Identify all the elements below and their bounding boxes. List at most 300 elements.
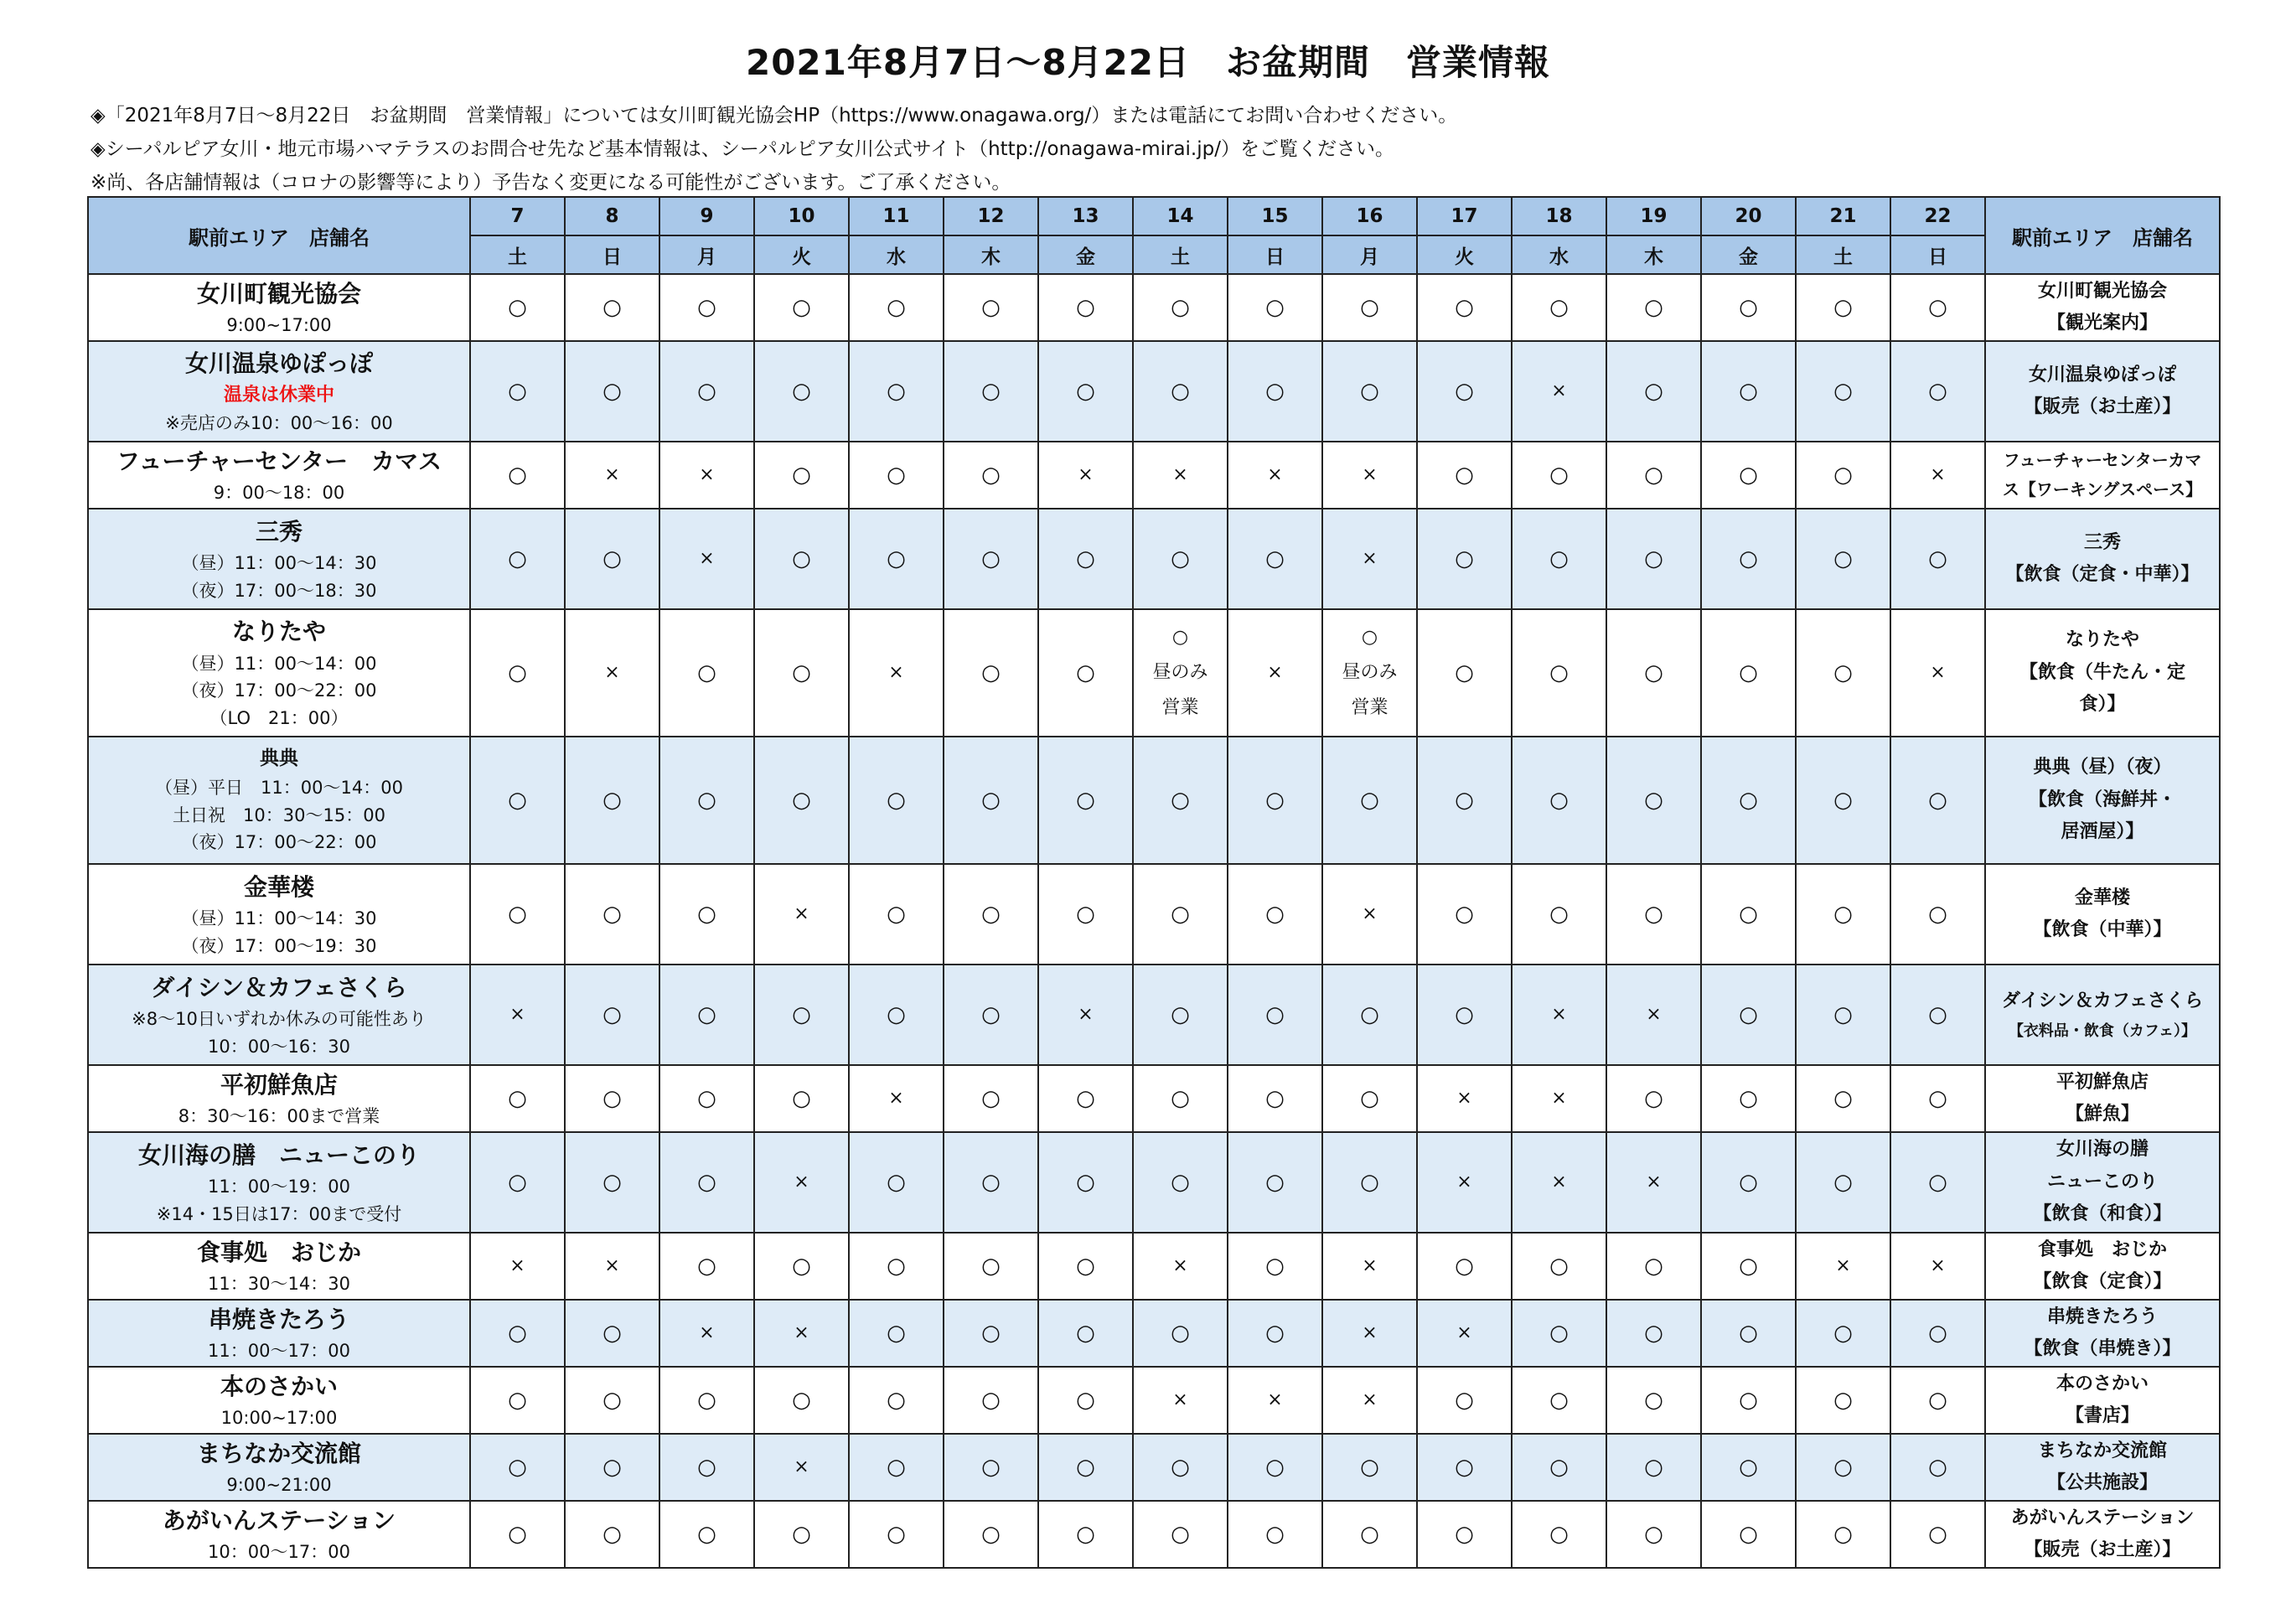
open-mark: ○ (1890, 1367, 1985, 1434)
open-mark: ○ (1133, 864, 1228, 965)
open-mark: ○ (1796, 737, 1890, 864)
day-header: 13 (1038, 197, 1133, 235)
open-mark: ○ (1512, 1233, 1606, 1300)
open-mark: ○ (1038, 1367, 1133, 1434)
store-category-line: 【飲食（中華）】 (2033, 919, 2172, 940)
weekday-header: 月 (659, 235, 754, 274)
closed-mark: × (1512, 1065, 1606, 1132)
closed-mark: × (1038, 442, 1133, 509)
store-category-line: 【鮮魚】 (2065, 1104, 2139, 1125)
open-mark: ○ (1796, 1434, 1890, 1501)
closed-mark: × (1133, 1367, 1228, 1434)
open-mark: ○ (1512, 1367, 1606, 1434)
closed-mark: × (849, 609, 944, 737)
open-mark: ○ (1796, 1367, 1890, 1434)
right-header: 駅前エリア 店舗名 (1985, 197, 2220, 274)
open-mark: ○ (1606, 1300, 1701, 1367)
closed-mark: × (754, 864, 849, 965)
open-mark: ○ (944, 274, 1038, 341)
table-row (88, 609, 2220, 737)
open-mark: ○ (1701, 1132, 1796, 1233)
open-mark: ○ (1038, 509, 1133, 609)
store-name-cell (88, 1132, 470, 1233)
open-mark: ○ (1512, 864, 1606, 965)
store-category-line: 平初鮮魚店 (2056, 1071, 2149, 1093)
open-mark: ○ (944, 864, 1038, 965)
open-mark: ○ (1890, 737, 1985, 864)
store-category-line: 【書店】 (2065, 1405, 2139, 1426)
open-mark: ○ (944, 965, 1038, 1065)
closed-mark: × (565, 1233, 659, 1300)
store-name-cell (88, 737, 470, 864)
open-mark: ○ (1133, 509, 1228, 609)
day-header: 7 (470, 197, 565, 235)
store-category-cell (1985, 274, 2220, 341)
open-mark: ○ (659, 965, 754, 1065)
open-mark: ○ (1606, 1367, 1701, 1434)
store-category-line: 【飲食（定食）】 (2033, 1271, 2172, 1292)
note-line: ◈シーパルピア女川・地元市場ハマテラスのお問合せ先など基本情報は、シーパルピア女川公式サイト（http://onagawa-mirai.jp/）をご覧ください。 (90, 138, 1394, 160)
open-mark: ○ (565, 509, 659, 609)
open-mark: ○ (1417, 341, 1512, 442)
open-mark: ○ (1512, 1300, 1606, 1367)
table-row (88, 509, 2220, 609)
closed-mark: × (1890, 1233, 1985, 1300)
closed-mark: × (1417, 1300, 1512, 1367)
open-mark: ○ (754, 609, 849, 737)
open-mark: ○ (659, 1132, 754, 1233)
table-row (88, 1434, 2220, 1501)
store-category-cell (1985, 737, 2220, 864)
open-mark: ○ (849, 965, 944, 1065)
day-header: 21 (1796, 197, 1890, 235)
open-mark: ○ (849, 864, 944, 965)
open-mark: ○ (1701, 1065, 1796, 1132)
header-days-row (88, 197, 2220, 235)
open-mark: ○ (754, 274, 849, 341)
closed-mark: × (565, 442, 659, 509)
open-mark: ○ (1512, 1501, 1606, 1568)
store-category-line: 【観光案内】 (2046, 313, 2158, 334)
table-row (88, 965, 2220, 1065)
store-name-cell (88, 965, 470, 1065)
store-name-cell (88, 1065, 470, 1132)
open-mark: ○ (1512, 274, 1606, 341)
store-category-cell (1985, 1132, 2220, 1233)
weekday-header: 水 (1512, 235, 1606, 274)
open-mark: ○ (565, 341, 659, 442)
store-name-cell (88, 1434, 470, 1501)
store-category-cell (1985, 442, 2220, 509)
store-name-cell (88, 864, 470, 965)
open-mark: ○ (1606, 737, 1701, 864)
open-mark: ○ (1038, 1501, 1133, 1568)
store-category-line: 【飲食（牛たん・定 (2019, 661, 2185, 683)
open-mark: ○ (659, 1367, 754, 1434)
page-title: 2021年8月7日～8月22日 お盆期間 営業情報 (745, 42, 1550, 83)
open-mark: ○ (1322, 1132, 1417, 1233)
closed-mark: × (1890, 609, 1985, 737)
day-header: 8 (565, 197, 659, 235)
store-category-line: まちなか交流館 (2037, 1440, 2167, 1461)
closed-mark: × (659, 509, 754, 609)
open-mark: ○ (849, 1233, 944, 1300)
open-mark: ○ (1133, 1132, 1228, 1233)
store-hours: 8：30～16：00まで営業 (178, 1106, 380, 1127)
store-name: 本のさかい (220, 1373, 338, 1401)
weekday-header: 土 (1796, 235, 1890, 274)
store-hours: （昼）11：00～14：00 (181, 653, 377, 674)
open-mark: ○ (1512, 609, 1606, 737)
open-mark: ○ (659, 341, 754, 442)
open-mark: ○ (1228, 509, 1322, 609)
weekday-header: 木 (1606, 235, 1701, 274)
store-category-line: 本のさかい (2056, 1373, 2149, 1394)
store-category-cell (1985, 1367, 2220, 1434)
closed-mark: × (659, 442, 754, 509)
open-mark: ○ 昼のみ 営業 (1322, 609, 1417, 737)
open-mark: ○ (659, 1501, 754, 1568)
weekday-header: 日 (1228, 235, 1322, 274)
open-mark: ○ (1133, 1065, 1228, 1132)
store-hours: （夜）17：00～22：00 (181, 680, 377, 701)
table-row (88, 341, 2220, 442)
open-mark: ○ (565, 864, 659, 965)
open-mark: ○ (754, 1065, 849, 1132)
store-hours: （夜）17：00～22：00 (181, 832, 377, 853)
open-mark: ○ (849, 1434, 944, 1501)
open-mark: ○ (470, 1065, 565, 1132)
open-mark: ○ (470, 509, 565, 609)
open-mark: ○ (1890, 341, 1985, 442)
open-mark: ○ (944, 1132, 1038, 1233)
store-category-line: 食）】 (2079, 694, 2126, 716)
open-mark: ○ (754, 442, 849, 509)
closed-mark: × (659, 1300, 754, 1367)
open-mark: ○ (1512, 442, 1606, 509)
open-mark: ○ (565, 1132, 659, 1233)
weekday-header: 火 (754, 235, 849, 274)
store-hours: ※14・15日は17：00まで受付 (156, 1203, 402, 1224)
open-mark: ○ (1228, 737, 1322, 864)
open-mark: ○ (1890, 1434, 1985, 1501)
closed-mark: × (1512, 965, 1606, 1065)
store-category-line: 三秀 (2083, 531, 2121, 553)
weekday-header: 木 (944, 235, 1038, 274)
open-mark: ○ (944, 1065, 1038, 1132)
weekday-header: 日 (565, 235, 659, 274)
closure-note: 温泉は休業中 (223, 385, 334, 406)
day-header: 15 (1228, 197, 1322, 235)
open-mark: ○ (1417, 965, 1512, 1065)
store-category-line: 【公共施設】 (2046, 1472, 2158, 1493)
open-mark: ○ (1038, 1132, 1133, 1233)
store-category-line: 金華楼 (2074, 887, 2130, 908)
open-mark: ○ (1322, 737, 1417, 864)
store-category-line: 【飲食（海鮮丼・ (2028, 789, 2176, 810)
closed-mark: × (1417, 1065, 1512, 1132)
open-mark: ○ (1701, 1501, 1796, 1568)
store-category-cell (1985, 1501, 2220, 1568)
store-category-line: 串焼きたろう (2046, 1306, 2158, 1327)
open-mark: ○ (1417, 1434, 1512, 1501)
open-mark: ○ (1701, 1233, 1796, 1300)
open-mark: ○ (1038, 864, 1133, 965)
open-mark: ○ (1890, 509, 1985, 609)
open-mark: ○ (565, 274, 659, 341)
open-mark: ○ (1701, 341, 1796, 442)
store-category-line: フューチャーセンターカマ (2003, 450, 2202, 470)
open-mark: ○ (1228, 1132, 1322, 1233)
open-mark: ○ (849, 1367, 944, 1434)
closed-mark: × (1322, 1233, 1417, 1300)
open-mark: ○ (1512, 737, 1606, 864)
open-mark: ○ (849, 341, 944, 442)
store-name: 食事処 おじか (196, 1239, 361, 1267)
store-name: あがいんステーション (162, 1507, 396, 1535)
open-mark: ○ (470, 609, 565, 737)
store-category-line: 食事処 おじか (2037, 1239, 2167, 1260)
store-hours: 9:00~21:00 (226, 1475, 332, 1496)
store-hours: 9:00~17:00 (226, 315, 332, 336)
open-mark: ○ (470, 864, 565, 965)
note-line: ※尚、各店舗情報は（コロナの影響等により）予告なく変更になる可能性がございます。ご了承ください。 (90, 172, 1011, 194)
open-mark: ○ (659, 274, 754, 341)
store-name: 女川温泉ゆぽっぽ (184, 349, 373, 377)
open-mark: ○ (1228, 864, 1322, 965)
store-hours: 9：00～18：00 (213, 483, 345, 504)
open-mark: ○ (1228, 1501, 1322, 1568)
open-mark: ○ (849, 1501, 944, 1568)
open-mark: ○ (1701, 864, 1796, 965)
store-category-line: ニューこのり (2046, 1171, 2158, 1192)
open-mark: ○ (849, 509, 944, 609)
open-mark: ○ (1606, 1434, 1701, 1501)
open-mark: ○ (1606, 609, 1701, 737)
store-category-line: 【飲食（定食・中華）】 (2005, 564, 2200, 585)
store-category-cell (1985, 1065, 2220, 1132)
day-header: 20 (1701, 197, 1796, 235)
store-category-cell (1985, 965, 2220, 1065)
open-mark: ○ (1228, 1233, 1322, 1300)
store-category-line: 女川海の膳 (2056, 1139, 2149, 1161)
open-mark: ○ (1417, 609, 1512, 737)
open-mark: ○ (1133, 1501, 1228, 1568)
open-mark: ○ (1606, 274, 1701, 341)
open-mark: ○ (565, 737, 659, 864)
store-name-cell (88, 1367, 470, 1434)
day-header: 10 (754, 197, 849, 235)
closed-mark: × (1322, 1367, 1417, 1434)
table-row (88, 737, 2220, 864)
open-mark: ○ (1417, 1501, 1512, 1568)
store-name: 三秀 (255, 517, 303, 546)
store-category-cell (1985, 1233, 2220, 1300)
day-header: 11 (849, 197, 944, 235)
store-name: 金華楼 (243, 872, 314, 901)
open-mark: ○ (1796, 442, 1890, 509)
store-name-cell (88, 609, 470, 737)
open-mark: ○ (1890, 965, 1985, 1065)
open-mark: ○ (1228, 1434, 1322, 1501)
store-hours: 10：00～17：00 (208, 1542, 350, 1563)
open-mark: ○ (1038, 341, 1133, 442)
table-row (88, 1367, 2220, 1434)
open-mark: ○ (1417, 737, 1512, 864)
closed-mark: × (1322, 442, 1417, 509)
open-mark: ○ (849, 737, 944, 864)
closed-mark: × (1322, 1300, 1417, 1367)
open-mark: ○ (1796, 274, 1890, 341)
closed-mark: × (754, 1434, 849, 1501)
open-mark: ○ (1417, 864, 1512, 965)
store-category-line: 【飲食（串焼き）】 (2024, 1338, 2181, 1359)
open-mark: ○ (1796, 341, 1890, 442)
open-mark: ○ (1512, 509, 1606, 609)
store-category-line: 【販売（お土産）】 (2024, 396, 2181, 417)
open-mark: ○ (1133, 1300, 1228, 1367)
open-mark: ○ (1133, 737, 1228, 864)
store-name-cell (88, 442, 470, 509)
store-hours: 11：00～19：00 (208, 1177, 350, 1197)
open-mark: ○ (849, 1300, 944, 1367)
closed-mark: × (1417, 1132, 1512, 1233)
weekday-header: 土 (470, 235, 565, 274)
store-category-cell (1985, 1300, 2220, 1367)
open-mark: ○ (1417, 509, 1512, 609)
open-mark: ○ (944, 1300, 1038, 1367)
weekday-header: 月 (1322, 235, 1417, 274)
open-mark: ○ (944, 509, 1038, 609)
open-mark: ○ (1606, 509, 1701, 609)
store-name: 女川町観光協会 (196, 280, 361, 308)
open-mark: ○ (659, 864, 754, 965)
open-mark: ○ (1796, 1501, 1890, 1568)
open-mark: ○ (754, 1367, 849, 1434)
open-mark: ○ (659, 1065, 754, 1132)
store-name-cell (88, 509, 470, 609)
open-mark: ○ (1606, 864, 1701, 965)
open-mark: ○ (1322, 341, 1417, 442)
table-row (88, 274, 2220, 341)
store-hours: 11：30～14：30 (208, 1274, 350, 1295)
open-mark: ○ (470, 1501, 565, 1568)
day-header: 12 (944, 197, 1038, 235)
open-mark: ○ (1701, 1300, 1796, 1367)
open-mark: ○ (1322, 1501, 1417, 1568)
open-mark: ○ (1228, 341, 1322, 442)
open-mark: ○ (470, 274, 565, 341)
open-mark: ○ (1417, 274, 1512, 341)
open-mark: ○ (1038, 1434, 1133, 1501)
store-hours: ※売店のみ10：00～16：00 (165, 413, 393, 434)
open-mark: ○ (849, 274, 944, 341)
store-hours: ※8～10日いずれか休みの可能性あり (132, 1009, 427, 1030)
open-mark: ○ (1512, 1434, 1606, 1501)
day-header: 22 (1890, 197, 1985, 235)
open-mark: ○ (754, 1233, 849, 1300)
day-header: 14 (1133, 197, 1228, 235)
store-category-line: 女川町観光協会 (2037, 280, 2167, 302)
store-category-line: あがいんステーション (2010, 1507, 2195, 1528)
open-mark: ○ (1038, 609, 1133, 737)
open-mark: ○ (659, 1233, 754, 1300)
store-category-line: ダイシン＆カフェさくら (2002, 990, 2203, 1011)
store-hours: （夜）17：00～19：30 (181, 935, 377, 956)
table-row (88, 1132, 2220, 1233)
open-mark: ○ (470, 1367, 565, 1434)
open-mark: ○ (1417, 1367, 1512, 1434)
open-mark: ○ (1701, 965, 1796, 1065)
open-mark: ○ (754, 341, 849, 442)
open-mark: ○ (1701, 274, 1796, 341)
open-mark: ○ (1890, 1132, 1985, 1233)
open-mark: ○ (1417, 1233, 1512, 1300)
closed-mark: × (1796, 1233, 1890, 1300)
open-mark: ○ (1133, 1434, 1228, 1501)
store-category-line: なりたや (2065, 629, 2139, 651)
open-mark: ○ (944, 1434, 1038, 1501)
day-header: 17 (1417, 197, 1512, 235)
open-mark: ○ (1228, 1300, 1322, 1367)
open-mark: ○ (470, 341, 565, 442)
table-row (88, 1065, 2220, 1132)
closed-mark: × (1228, 1367, 1322, 1434)
store-hours: 10:00~17:00 (220, 1408, 338, 1429)
open-mark: ○ (944, 442, 1038, 509)
open-mark: ○ (470, 442, 565, 509)
store-hours: （LO 21：00） (209, 707, 349, 728)
open-mark: ○ (565, 1367, 659, 1434)
weekday-header: 金 (1701, 235, 1796, 274)
store-name: なりたや (231, 618, 326, 646)
note-line: ◈「2021年8月7日～8月22日 お盆期間 営業情報」については女川町観光協会HP（https://www.onagawa.org/）または電話にてお問い合わせください。 (90, 105, 1458, 127)
store-name: 典典 (260, 747, 298, 770)
open-mark: ○ (944, 1233, 1038, 1300)
closed-mark: × (754, 1132, 849, 1233)
store-category-cell (1985, 1434, 2220, 1501)
table-row (88, 864, 2220, 965)
open-mark: ○ (1701, 1434, 1796, 1501)
open-mark: ○ (1701, 737, 1796, 864)
open-mark: ○ (1890, 1065, 1985, 1132)
open-mark: ○ (1038, 274, 1133, 341)
store-category-line: 【販売（お土産）】 (2024, 1539, 2181, 1560)
store-name: 串焼きたろう (208, 1306, 349, 1334)
schedule-table (87, 196, 2221, 1569)
open-mark: ○ (1228, 965, 1322, 1065)
open-mark: ○ (1038, 1300, 1133, 1367)
open-mark: ○ (1796, 965, 1890, 1065)
store-name-cell (88, 1501, 470, 1568)
open-mark: ○ (1796, 1300, 1890, 1367)
open-mark: ○ (659, 1434, 754, 1501)
open-mark: ○ (849, 442, 944, 509)
store-hours: 土日祝 10：30～15：00 (173, 804, 385, 825)
closed-mark: × (470, 965, 565, 1065)
store-category-line: 居酒屋）】 (2061, 821, 2144, 843)
store-hours: （昼）11：00～14：30 (181, 553, 377, 574)
open-mark: ○ (1322, 1065, 1417, 1132)
open-mark: ○ (1796, 1065, 1890, 1132)
open-mark: ○ (1701, 1367, 1796, 1434)
closed-mark: × (1512, 341, 1606, 442)
open-mark: ○ (1796, 609, 1890, 737)
open-mark: ○ (1606, 1233, 1701, 1300)
table-row (88, 1501, 2220, 1568)
open-mark: ○ (1322, 965, 1417, 1065)
open-mark: ○ (1796, 1132, 1890, 1233)
